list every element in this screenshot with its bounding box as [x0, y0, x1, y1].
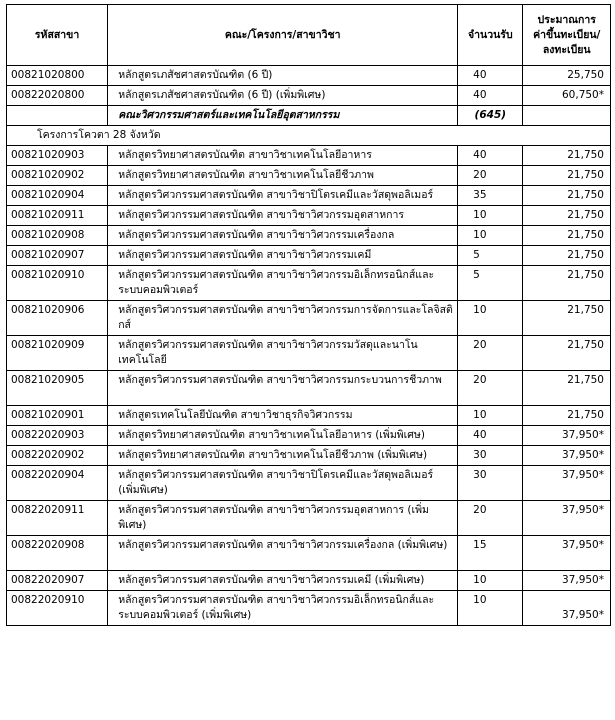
row-seats: 10: [458, 571, 523, 591]
table-row: [7, 406, 611, 426]
row-seats: 40: [458, 66, 523, 86]
table-row: [7, 266, 611, 301]
header-seats: จำนวนรับ: [458, 5, 523, 66]
header-fee: [523, 5, 611, 66]
row-name: หลักสูตรวิศวกรรมศาสตรบัณฑิต สาขาวิชาวิศวกรรมกระบวนการชีวภาพ: [108, 371, 458, 406]
row-code: 00822020904: [7, 466, 108, 501]
row-fee: 21,750: [523, 301, 611, 336]
row-seats: 20: [458, 166, 523, 186]
table-row: [7, 426, 611, 446]
row-fee: 21,750: [523, 266, 611, 301]
row-seats: 10: [458, 206, 523, 226]
row-code: 00822020903: [7, 426, 108, 446]
table-row: [7, 246, 611, 266]
row-seats: 40: [458, 86, 523, 106]
header-fee-line3: ลงทะเบียน: [542, 43, 591, 56]
row-seats: 20: [458, 336, 523, 371]
row-seats: 10: [458, 226, 523, 246]
row-code: 00821020908: [7, 226, 108, 246]
row-name: หลักสูตรวิทยาศาสตรบัณฑิต สาขาวิชาเทคโนโลยีอาหาร: [108, 146, 458, 166]
table-row: [7, 206, 611, 226]
faculty-seats: (645): [458, 106, 523, 126]
table-row: [7, 571, 611, 591]
row-fee: 21,750: [523, 206, 611, 226]
row-seats: 20: [458, 501, 523, 536]
project-row: [7, 126, 611, 146]
row-seats: 5: [458, 266, 523, 301]
row-code: 00821020904: [7, 186, 108, 206]
row-code: 00822020908: [7, 536, 108, 571]
row-fee: 25,750: [523, 66, 611, 86]
row-name: หลักสูตรวิศวกรรมศาสตรบัณฑิต สาขาวิชาปิโตรเคมีและวัสดุพอลิเมอร์: [108, 186, 458, 206]
row-code: 00821020911: [7, 206, 108, 226]
table-row: [7, 146, 611, 166]
row-name: หลักสูตรวิทยาศาสตรบัณฑิต สาขาวิชาเทคโนโลยีชีวภาพ: [108, 166, 458, 186]
row-name: หลักสูตรวิศวกรรมศาสตรบัณฑิต สาขาวิชาวิศวกรรมเครื่องกล: [108, 226, 458, 246]
row-code: 00822020911: [7, 501, 108, 536]
row-code: 00821020800: [7, 66, 108, 86]
table-row: [7, 166, 611, 186]
row-fee: 21,750: [523, 371, 611, 406]
row-code: 00822020910: [7, 591, 108, 626]
row-name: หลักสูตรวิศวกรรมศาสตรบัณฑิต สาขาวิชาวิศวกรรมอุตสาหการ (เพิ่มพิเศษ): [108, 501, 458, 536]
row-name: หลักสูตรเทคโนโลยีบัณฑิต สาขาวิชาธุรกิจวิศวกรรม: [108, 406, 458, 426]
row-code: 00821020903: [7, 146, 108, 166]
row-code: 00821020902: [7, 166, 108, 186]
header-fee-line2: ค่าขึ้นทะเบียน/: [533, 28, 601, 41]
row-fee: 37,950*: [523, 536, 611, 571]
row-seats: 10: [458, 591, 523, 626]
row-code: 00821020905: [7, 371, 108, 406]
row-name: หลักสูตรวิศวกรรมศาสตรบัณฑิต สาขาวิชาปิโตรเคมีและวัสดุพอลิเมอร์ (เพิ่มพิเศษ): [108, 466, 458, 501]
row-seats: 5: [458, 246, 523, 266]
table-row: [7, 336, 611, 371]
row-seats: 40: [458, 426, 523, 446]
row-code: 00821020907: [7, 246, 108, 266]
row-name: หลักสูตรวิศวกรรมศาสตรบัณฑิต สาขาวิชาวิศวกรรมอิเล็กทรอนิกส์และระบบคอมพิวเตอร์ (เพิ่มพิเศษ): [108, 591, 458, 626]
row-code: 00822020907: [7, 571, 108, 591]
row-seats: 30: [458, 446, 523, 466]
row-code: 00821020901: [7, 406, 108, 426]
row-fee: 37,950*: [523, 446, 611, 466]
row-seats: 35: [458, 186, 523, 206]
header-code: รหัสสาขา: [7, 5, 108, 66]
row-code: 00821020906: [7, 301, 108, 336]
row-fee: 37,950*: [523, 501, 611, 536]
row-code: 00822020800: [7, 86, 108, 106]
row-fee: 21,750: [523, 166, 611, 186]
row-seats: 40: [458, 146, 523, 166]
row-fee: 21,750: [523, 336, 611, 371]
row-name: หลักสูตรวิศวกรรมศาสตรบัณฑิต สาขาวิชาวิศวกรรมการจัดการและโลจิสติกส์: [108, 301, 458, 336]
header-fee-line1: ประมาณการ: [537, 13, 596, 26]
row-name: หลักสูตรเภสัชศาสตรบัณฑิต (6 ปี): [108, 66, 458, 86]
row-name: หลักสูตรวิทยาศาสตรบัณฑิต สาขาวิชาเทคโนโลยีชีวภาพ (เพิ่มพิเศษ): [108, 446, 458, 466]
table-row: [7, 86, 611, 106]
table-row: [7, 446, 611, 466]
row-code: 00822020902: [7, 446, 108, 466]
row-name: หลักสูตรเภสัชศาสตรบัณฑิต (6 ปี) (เพิ่มพิเศษ): [108, 86, 458, 106]
header-name: คณะ/โครงการ/สาขาวิชา: [108, 5, 458, 66]
row-fee: 37,950*: [523, 571, 611, 591]
row-fee: 21,750: [523, 146, 611, 166]
faculty-fee: [523, 106, 611, 126]
row-seats: 15: [458, 536, 523, 571]
table-header-row: [7, 5, 611, 66]
row-fee: 37,950*: [523, 426, 611, 446]
row-code: 00821020909: [7, 336, 108, 371]
row-fee: 37,950*: [523, 466, 611, 501]
row-name: หลักสูตรวิศวกรรมศาสตรบัณฑิต สาขาวิชาวิศวกรรมอิเล็กทรอนิกส์และระบบคอมพิวเตอร์: [108, 266, 458, 301]
row-fee: 21,750: [523, 246, 611, 266]
row-name: หลักสูตรวิศวกรรมศาสตรบัณฑิต สาขาวิชาวิศวกรรมอุตสาหการ: [108, 206, 458, 226]
row-name: หลักสูตรวิศวกรรมศาสตรบัณฑิต สาขาวิชาวิศวกรรมวัสดุและนาโนเทคโนโลยี: [108, 336, 458, 371]
row-name: หลักสูตรวิทยาศาสตรบัณฑิต สาขาวิชาเทคโนโลยีอาหาร (เพิ่มพิเศษ): [108, 426, 458, 446]
table-row: [7, 466, 611, 501]
table-row: [7, 301, 611, 336]
row-fee: 21,750: [523, 226, 611, 246]
row-fee: 21,750: [523, 406, 611, 426]
table-row: [7, 226, 611, 246]
table-row: [7, 501, 611, 536]
table-row: [7, 66, 611, 86]
row-fee: 60,750*: [523, 86, 611, 106]
table-row: [7, 591, 611, 626]
faculty-name: คณะวิศวกรรมศาสตร์และเทคโนโลยีอุตสาหกรรม: [108, 106, 458, 126]
faculty-row: [7, 106, 611, 126]
row-fee: 21,750: [523, 186, 611, 206]
admission-table: [6, 4, 611, 626]
row-fee: 37,950*: [523, 591, 611, 626]
row-name: หลักสูตรวิศวกรรมศาสตรบัณฑิต สาขาวิชาวิศวกรรมเคมี: [108, 246, 458, 266]
row-code: 00821020910: [7, 266, 108, 301]
row-seats: 30: [458, 466, 523, 501]
row-name: หลักสูตรวิศวกรรมศาสตรบัณฑิต สาขาวิชาวิศวกรรมเคมี (เพิ่มพิเศษ): [108, 571, 458, 591]
row-seats: 20: [458, 371, 523, 406]
project-name: โครงการโควตา 28 จังหวัด: [7, 126, 611, 146]
program-rows: [7, 146, 611, 626]
table-row: [7, 371, 611, 406]
row-seats: 10: [458, 301, 523, 336]
table-row: [7, 186, 611, 206]
table-row: [7, 536, 611, 571]
row-seats: 10: [458, 406, 523, 426]
faculty-code: [7, 106, 108, 126]
row-name: หลักสูตรวิศวกรรมศาสตรบัณฑิต สาขาวิชาวิศวกรรมเครื่องกล (เพิ่มพิเศษ): [108, 536, 458, 571]
